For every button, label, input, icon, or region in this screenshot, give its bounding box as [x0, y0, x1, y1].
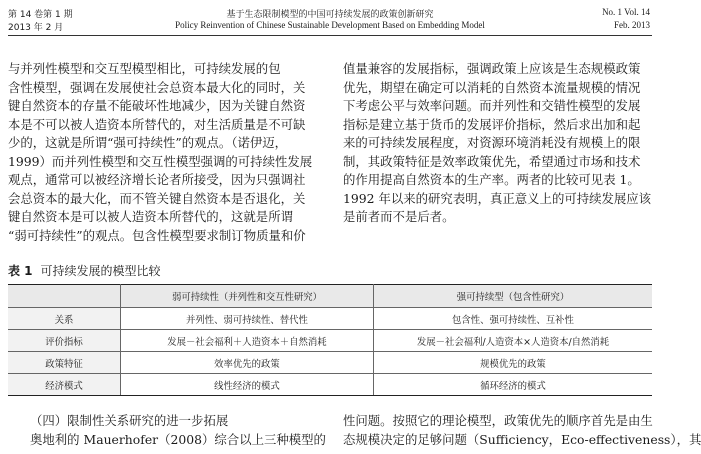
table-cell: 政策特征: [8, 352, 121, 374]
running-title-en: Policy Reinvention of Chinese Sustainable Development Based on Embedding Model: [175, 20, 485, 30]
table-row: [8, 374, 652, 396]
body-line: 是前者而不是后者。: [343, 209, 455, 224]
body-line: 指标是建立基于货币的发展评价指标，然后求出加和起: [343, 116, 641, 132]
comparison-table: [8, 284, 652, 396]
body-line: 键自然资本的存量不能破坏性地减少，因为关键自然资: [8, 98, 306, 113]
table-header-cell: [8, 285, 121, 308]
body-line: 值量兼容的发展指标，强调政策上应该是生态规模政策: [343, 61, 641, 76]
body-line: “弱可持续性”的观点。包含性模型要求制订物质量和价: [8, 227, 306, 243]
table-row: [8, 352, 652, 374]
body-line: 态规模决定的足够问题（Sufficiency，Eco-effectiveness），其: [343, 432, 701, 447]
body-line: 性问题。按照它的理论模型，政策优先的顺序首先是由生: [343, 413, 653, 428]
table-row: [8, 308, 652, 330]
table-cell: 关系: [8, 308, 121, 330]
body-line: 1992 年以来的研究表明，真正意义上的可持续发展应该: [343, 190, 652, 206]
journal-volume: 第 14 卷第 1 期: [8, 10, 73, 20]
body-line: 制，其政策特征是效率政策优先，希望通过市场和技术: [343, 153, 641, 169]
table-cell: 线性经济的模式: [121, 374, 374, 396]
header-rule: [8, 35, 652, 36]
body-line: 下考虑公平与效率问题。而并列性和交错性模型的发展: [343, 98, 641, 113]
running-title-cn: 基于生态限制模型的中国可持续发展的政策创新研究: [226, 10, 434, 20]
table-row: [8, 330, 652, 352]
body-line: 观点，通常可以被经济增长论者所接受，因为只强调社: [8, 172, 306, 187]
body-line: 本是不可以被人造资本所替代的，对生活质量是不可缺: [8, 116, 306, 132]
body-line: 键自然资本是可以被人造资本所替代的，这就是所谓: [8, 209, 293, 224]
journal-date-cn: 2013 年 2 月: [8, 23, 64, 33]
table-header-cell: 弱可持续性（并列性和交互性研究）: [121, 285, 374, 308]
body-line: 含性模型，强调在发展使社会总资本最大化的同时，关: [8, 79, 306, 95]
body-line: 来的可持续发展程度，对资源环境消耗没有规模上的限: [343, 135, 641, 150]
section-subheading: （四）限制性关系研究的进一步拓展: [30, 413, 229, 428]
table-number: 表 1: [8, 264, 33, 278]
table-cell: 规模优先的政策: [374, 352, 653, 374]
table-cell: 效率优先的政策: [121, 352, 374, 374]
table-cell: 循环经济的模式: [374, 374, 653, 396]
table-cell: 经济模式: [8, 374, 121, 396]
table-header-row: [8, 285, 652, 308]
journal-volume-en: No. 1 Vol. 14: [602, 7, 650, 17]
page-header: [0, 0, 660, 40]
table-title: 可持续发展的模型比较: [40, 264, 161, 278]
body-line: 会总资本的最大化，而不管关键自然资本是否退化，关: [8, 190, 306, 206]
body-line: 奥地利的 Mauerhofer（2008）综合以上三种模型的: [30, 432, 326, 447]
body-line: 与并列性模型和交互型模型相比，可持续发展的包: [8, 61, 281, 76]
body-column-left: [8, 60, 326, 245]
table-cell: 评价指标: [8, 330, 121, 352]
body-line: 的作用提高自然资本的生产率。两者的比较可见表 1。: [343, 172, 640, 187]
journal-date-en: Feb. 2013: [614, 20, 650, 30]
body-line: 少的，这就是所谓“强可持续性”的观点。（诺伊迈，: [8, 135, 288, 150]
body-column-right: [343, 60, 651, 227]
body-line: 优先，期望在确定可以消耗的自然资本流量规模的情况: [343, 79, 641, 95]
table-header-cell: 强可持续型（包含性研究）: [374, 285, 653, 308]
table-cell: 发展－社会福利＋人造资本＋自然消耗: [121, 330, 374, 352]
table-caption: [8, 262, 161, 279]
table-cell: 发展－社会福利/人造资本×人造资本/自然消耗: [374, 330, 653, 352]
table-cell: 包含性、强可持续性、互补性: [374, 308, 653, 330]
body-line: 1999）而并列性模型和交互性模型强调的可持续性发展: [8, 153, 313, 169]
table-cell: 并列性、弱可持续性、替代性: [121, 308, 374, 330]
